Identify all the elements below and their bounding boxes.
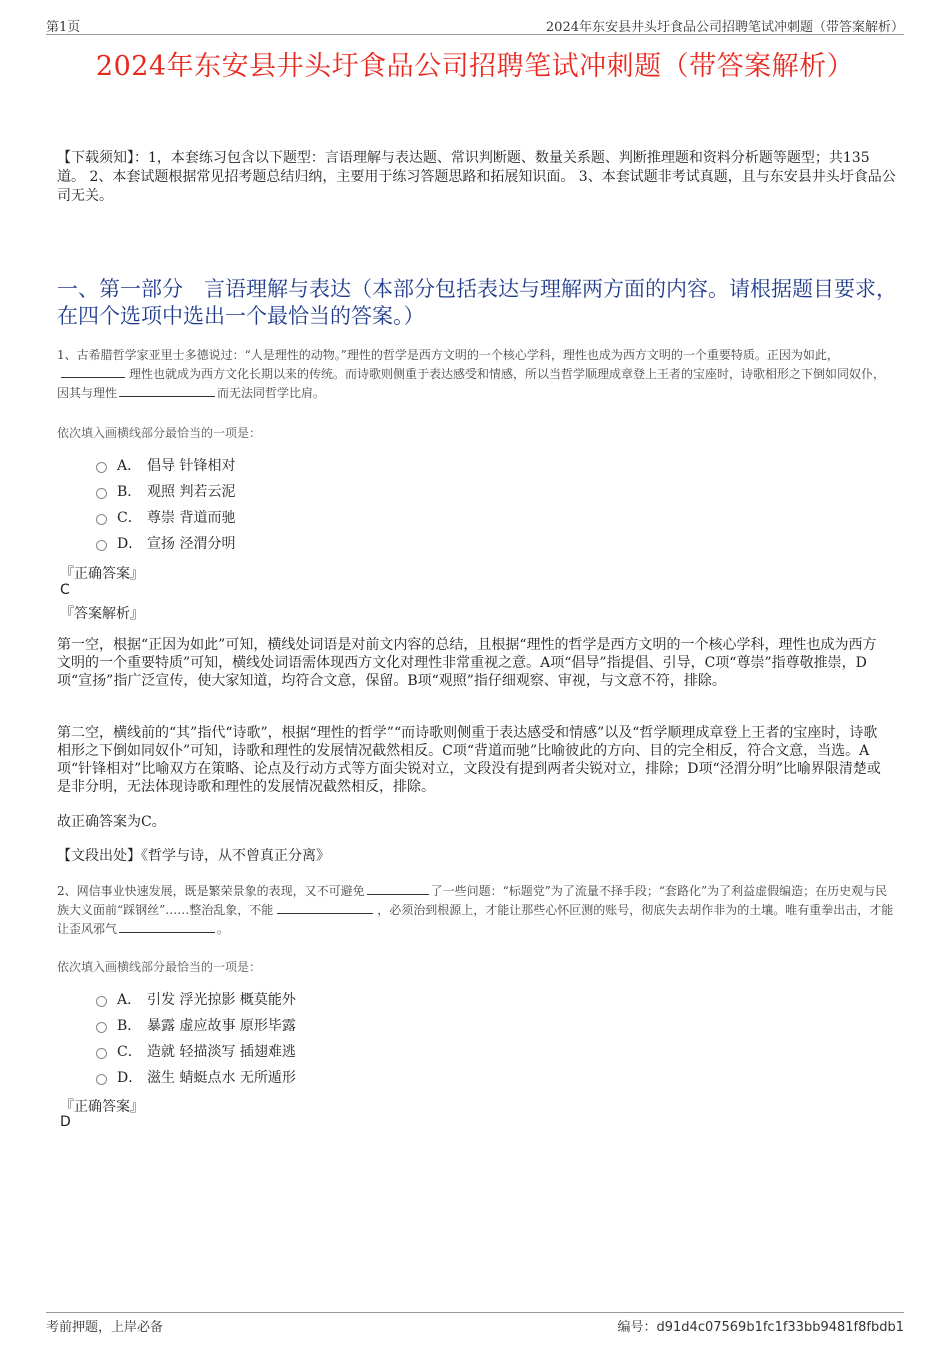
- question-1-options: [96, 452, 235, 556]
- question-2-text: 2、网信事业快速发展，既是繁荣景象的表现，又不可避免 了一些问题：“标题党”为了流量不择手段；“套路化”为了利益虚假编造；在历史观与民族大义面前“踩钢丝”……整治乱象，不能 ，必须治到根源上，才能让那些心怀叵测的账号，彻底失去胡作非为的土壤。唯有重拳出击，才能让歪风邪气 。: [57, 884, 894, 936]
- passage-source: 【文段出处】《哲学与诗，从不曾真正分离》: [57, 848, 330, 864]
- radio-icon[interactable]: [96, 996, 107, 1007]
- option-a[interactable]: A． 倡导 针锋相对: [96, 452, 235, 478]
- page-footer: [46, 1312, 904, 1333]
- blank-2: [277, 903, 373, 914]
- download-notice: 【下载须知】：1，本套练习包含以下题型：言语理解与表达题、常识判断题、数量关系题、判断推理题和资料分析题等题型；共135道。 2、本套试题根据常见招考题总结归纳，主要用于练习答题思路和拓展知识面。 3、本套试题非考试真题，且与东安县井头圩食品公司无关。: [57, 150, 896, 204]
- answer-label: 『正确答案』: [60, 566, 144, 582]
- radio-icon[interactable]: [96, 462, 107, 473]
- question-1-prompt: 依次填入画横线部分最恰当的一项是：: [57, 426, 262, 440]
- option-b[interactable]: B． 暴露 虚应故事 原形毕露: [96, 1012, 296, 1038]
- answer-value: C: [60, 582, 70, 598]
- blank-2: [119, 386, 215, 397]
- option-d[interactable]: D． 滋生 蜻蜓点水 无所遁形: [96, 1064, 296, 1090]
- question-2-options: [96, 986, 296, 1090]
- answer-label: 『正确答案』: [60, 1099, 144, 1115]
- blank-1: [61, 367, 125, 378]
- page-number: 第1页: [46, 20, 81, 35]
- option-c[interactable]: C． 造就 轻描淡写 插翅难逃: [96, 1038, 296, 1064]
- blank-1: [367, 884, 429, 895]
- option-b[interactable]: B． 观照 判若云泥: [96, 478, 235, 504]
- question-1-text: 1、古希腊哲学家亚里士多德说过：“人是理性的动物。”理性的哲学是西方文明的一个核心学科，理性也成为西方文明的一个重要特质。正因为如此，理性也就成为西方文化长期以来的传统。而诗歌则侧重于表达感受和情感，所以当哲学顺理成章登上王者的宝座时，诗歌相形之下倒如同奴仆，因其与理性 而无法同哲学比肩。: [57, 348, 886, 400]
- header-doc-title: 2024年东安县井头圩食品公司招聘笔试冲刺题（带答案解析）: [545, 20, 904, 35]
- analysis-conclusion: 故正确答案为C。: [57, 814, 166, 830]
- answer-value: D: [60, 1114, 71, 1130]
- option-d[interactable]: D． 宣扬 泾渭分明: [96, 530, 235, 556]
- analysis-paragraph-2: 第二空，横线前的“其”指代“诗歌”，根据“理性的哲学”“而诗歌则侧重于表达感受和情感”以及“哲学顺理成章登上王者的宝座时，诗歌相形之下倒如同奴仆”可知，诗歌和理性的发展情况截然相反。C项“背道而驰”比喻彼此的方向、目的完全相反，符合文意，当选。A项“针锋相对”比喻双方在策略、论点及行动方式等方面尖锐对立，文段没有提到两者尖锐对立，排除；D项“泾渭分明”比喻界限清楚或是非分明，无法体现诗歌和理性的发展情况截然相反，排除。: [57, 725, 881, 795]
- radio-icon[interactable]: [96, 514, 107, 525]
- option-c[interactable]: C． 尊崇 背道而驰: [96, 504, 235, 530]
- section-heading: 一、第一部分 言语理解与表达（本部分包括表达与理解两方面的内容。请根据题目要求，在四个选项中选出一个最恰当的答案。）: [57, 277, 897, 328]
- blank-3: [119, 922, 215, 933]
- document-title: 2024年东安县井头圩食品公司招聘笔试冲刺题（带答案解析）: [95, 51, 855, 82]
- analysis-label: 『答案解析』: [60, 606, 144, 622]
- radio-icon[interactable]: [96, 1048, 107, 1059]
- analysis-paragraph-1: 第一空，根据“正因为如此”可知，横线处词语是对前文内容的总结，且根据“理性的哲学是西方文明的一个核心学科，理性也成为西方文明的一个重要特质”可知，横线处词语需体现西方文化对理性非常重视之意。A项“倡导”指提倡、引导，C项“尊崇”指尊敬推崇，D项“宣扬”指广泛宣传，使大家知道，均符合文意，保留。B项“观照”指仔细观察、审视，与文意不符，排除。: [57, 637, 877, 689]
- radio-icon[interactable]: [96, 488, 107, 499]
- page-header: [46, 14, 904, 35]
- radio-icon[interactable]: [96, 1022, 107, 1033]
- radio-icon[interactable]: [96, 540, 107, 551]
- document-code: 编号：d91d4c07569b1fc1f33bb9481f8fbdb1: [617, 1320, 904, 1335]
- footer-slogan: 考前押题，上岸必备: [46, 1320, 164, 1335]
- option-a[interactable]: A． 引发 浮光掠影 概莫能外: [96, 986, 296, 1012]
- question-2-prompt: 依次填入画横线部分最恰当的一项是：: [57, 960, 262, 974]
- radio-icon[interactable]: [96, 1074, 107, 1085]
